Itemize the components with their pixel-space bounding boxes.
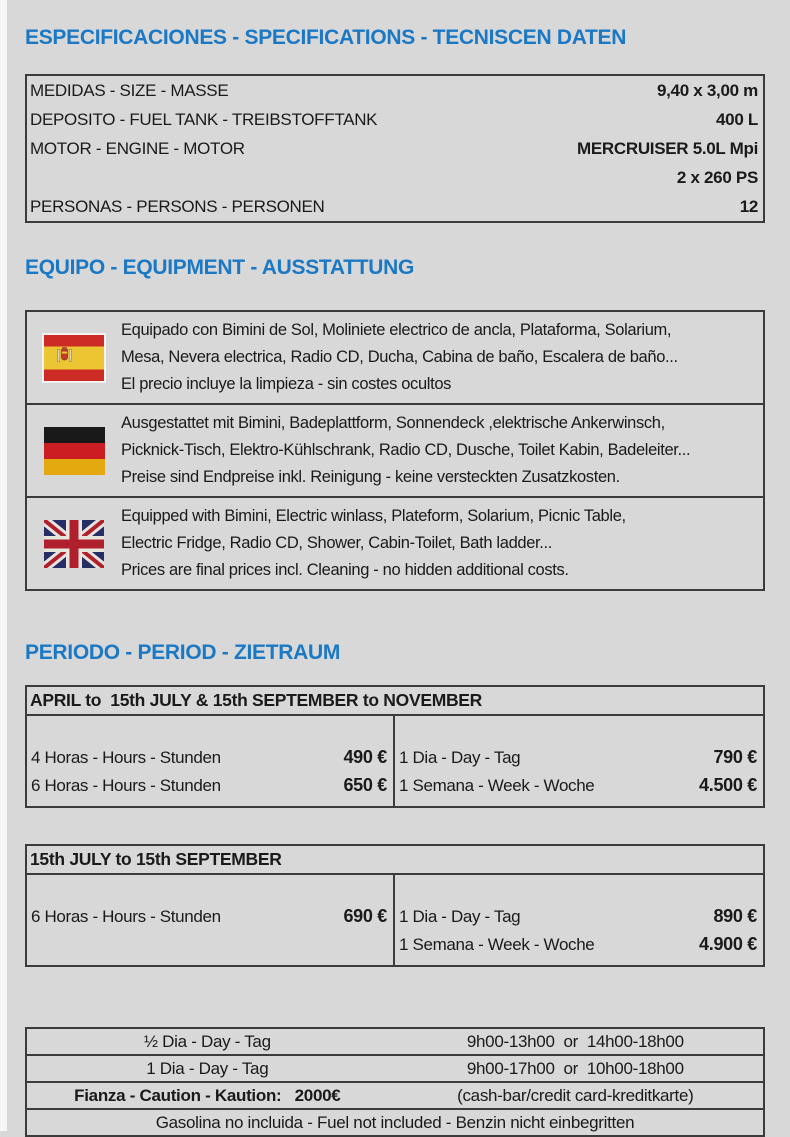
schedule-row-deposit	[27, 1083, 763, 1110]
equipment-line: Equipped with Bimini, Electric winlass, Plateform, Solarium, Picnic Table,	[121, 507, 626, 525]
equipment-row-german	[27, 405, 763, 498]
equipment-line: Mesa, Nevera electrica, Radio CD, Ducha, Cabina de baño, Escalera de baño...	[121, 348, 678, 366]
equipment-line: Equipado con Bimini de Sol, Moliniete electrico de ancla, Plataforma, Solarium,	[121, 321, 672, 339]
schedule-row-half-day	[27, 1029, 763, 1056]
equipment-line: Prices are final prices incl. Cleaning - no hidden additional costs.	[121, 561, 569, 579]
flag-cell	[27, 333, 121, 383]
price-row	[395, 747, 763, 775]
period-table-low-season	[25, 685, 765, 808]
period-column-days	[395, 875, 763, 965]
price-value: 690 €	[343, 906, 387, 926]
specifications-table	[25, 74, 765, 223]
period-table-body	[27, 875, 763, 965]
price-row	[27, 775, 393, 803]
deposit-payment-methods: (cash-bar/credit card-kreditkarte)	[457, 1085, 694, 1105]
schedule-row-fuel-note	[27, 1110, 763, 1135]
schedule-row-full-day	[27, 1056, 763, 1083]
price-label: 4 Horas - Hours - Stunden	[31, 748, 221, 767]
spec-label: DEPOSITO - FUEL TANK - TREIBSTOFFTANK	[30, 109, 378, 129]
price-row	[395, 906, 763, 934]
spec-label: PERSONAS - PERSONS - PERSONEN	[30, 196, 325, 216]
price-label: 1 Semana - Week - Woche	[399, 935, 595, 954]
period-column-days	[395, 716, 763, 806]
schedule-label: ½ Dia - Day - Tag	[143, 1031, 271, 1051]
price-value: 890 €	[713, 906, 757, 926]
spec-label: MEDIDAS - SIZE - MASSE	[30, 80, 229, 100]
spec-value: 9,40 x 3,00 m	[656, 80, 758, 100]
spain-flag-icon	[42, 333, 106, 383]
germany-flag-icon	[44, 427, 105, 475]
schedule-label: 1 Dia - Day - Tag	[146, 1058, 269, 1078]
period-table-body	[27, 716, 763, 806]
spec-value: 12	[739, 196, 758, 216]
equipment-line: El precio incluye la limpieza - sin costes ocultos	[121, 375, 452, 393]
equipment-text-english	[121, 498, 763, 589]
flag-cell	[27, 520, 121, 568]
deposit-label: Fianza - Caution - Kaution: 2000€	[74, 1085, 341, 1105]
spec-row-persons	[27, 192, 763, 221]
spec-row-size	[27, 76, 763, 105]
equipment-line: Preise sind Endpreise inkl. Reinigung - keine versteckten Zusatzkosten.	[121, 468, 620, 486]
schedule-hours: 9h00-17h00 or 10h00-18h00	[466, 1058, 684, 1078]
price-value: 4.900 €	[699, 934, 757, 954]
price-row	[27, 906, 393, 934]
price-value: 790 €	[713, 747, 757, 767]
spec-value: MERCRUISER 5.0L Mpi	[576, 138, 758, 158]
price-label: 1 Semana - Week - Woche	[399, 776, 595, 795]
schedule-table	[25, 1027, 765, 1137]
equipment-heading: EQUIPO - EQUIPMENT - AUSSTATTUNG	[25, 256, 415, 279]
price-row	[395, 934, 763, 962]
price-label: 6 Horas - Hours - Stunden	[31, 776, 221, 795]
equipment-line: Ausgestattet mit Bimini, Badeplattform, Sonnendeck ,elektrische Ankerwinsch,	[121, 414, 665, 432]
price-row	[27, 747, 393, 775]
price-label: 1 Dia - Day - Tag	[399, 748, 521, 767]
price-label: 6 Horas - Hours - Stunden	[31, 907, 221, 926]
price-row-empty	[27, 934, 393, 962]
period-table-high-season	[25, 844, 765, 967]
price-value: 650 €	[343, 775, 387, 795]
spec-value: 2 x 260 PS	[676, 167, 758, 187]
fuel-not-included-note: Gasolina no incluida - Fuel not included - Benzin nicht einbegritten	[155, 1112, 635, 1132]
spec-row-engine	[27, 134, 763, 163]
equipment-line: Picknick-Tisch, Elektro-Kühlschrank, Radio CD, Dusche, Toilet Kabin, Badeleiter...	[121, 441, 691, 459]
period-table-title: 15th JULY to 15th SEPTEMBER	[27, 846, 763, 875]
equipment-row-english	[27, 498, 763, 589]
price-value: 490 €	[343, 747, 387, 767]
price-row	[395, 775, 763, 803]
schedule-hours: 9h00-13h00 or 14h00-18h00	[466, 1031, 684, 1051]
price-label: 1 Dia - Day - Tag	[399, 907, 521, 926]
period-heading: PERIODO - PERIOD - ZIETRAUM	[25, 641, 341, 664]
spec-label: MOTOR - ENGINE - MOTOR	[30, 138, 245, 158]
equipment-row-spanish	[27, 312, 763, 405]
period-table-title: APRIL to 15th JULY & 15th SEPTEMBER to NOVEMBER	[27, 687, 763, 716]
flag-cell	[27, 427, 121, 475]
spec-row-fuel-tank	[27, 105, 763, 134]
spec-row-horsepower	[27, 163, 763, 192]
spec-value: 400 L	[716, 109, 758, 129]
period-column-hours	[27, 875, 395, 965]
price-value: 4.500 €	[699, 775, 757, 795]
period-column-hours	[27, 716, 395, 806]
equipment-table	[25, 310, 765, 591]
specifications-heading: ESPECIFICACIONES - SPECIFICATIONS - TECNISCEN DATEN	[25, 26, 627, 49]
equipment-text-german	[121, 405, 763, 496]
uk-flag-icon	[44, 520, 104, 568]
equipment-text-spanish	[121, 312, 763, 403]
equipment-line: Electric Fridge, Radio CD, Shower, Cabin-Toilet, Bath ladder...	[121, 534, 552, 552]
